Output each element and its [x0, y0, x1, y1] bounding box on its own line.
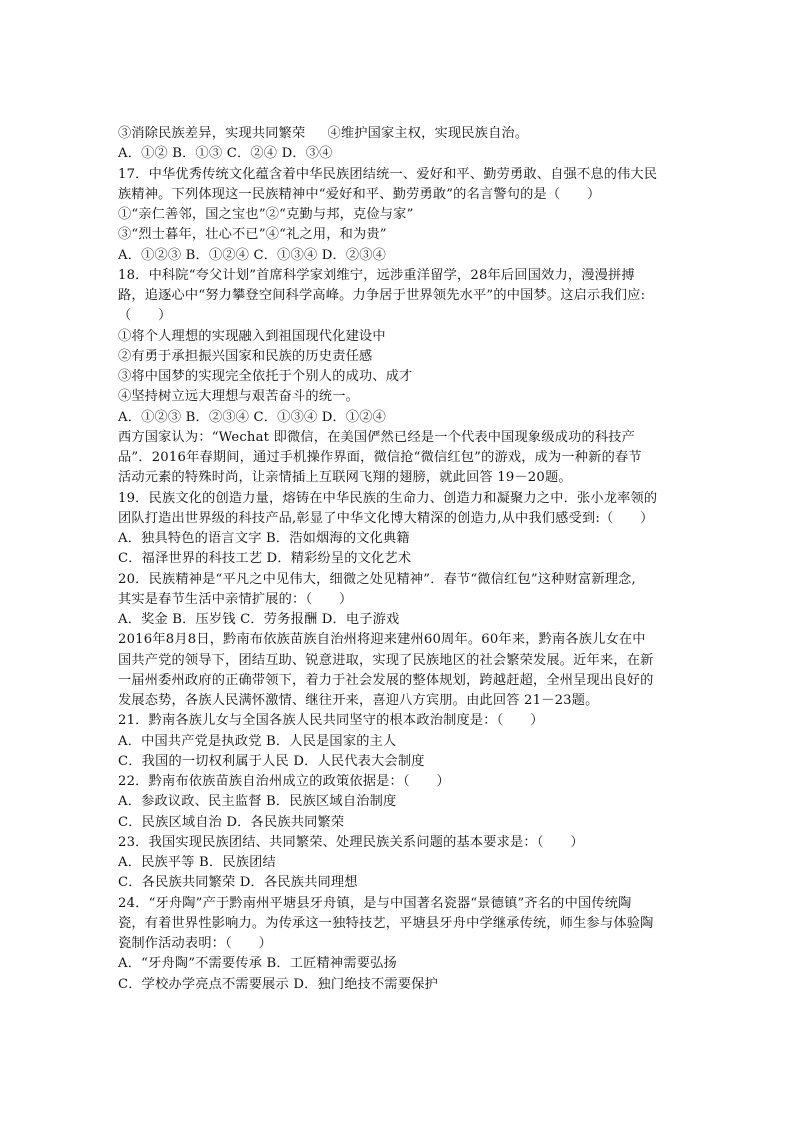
- answer-choices: C．各民族共同繁荣 D．各民族共同理想: [118, 875, 358, 891]
- question-19: 19．民族文化的创造力量，熔铸在中华民族的生命力、创造力和凝聚力之中．张小龙率领的: [118, 490, 658, 506]
- document-page: [118, 124, 678, 995]
- text-line: 团队打造出世界级的科技产品,彰显了中华文化博大精深的创造力,从中我们感受到:（ ）: [118, 510, 654, 526]
- answer-choices: C．民族区域自治 D．各民族共同繁荣: [118, 814, 345, 830]
- text-line: 族精神。下列体现这一民族精神中“爱好和平、勤劳勇敢”的名言警句的是（ ）: [118, 186, 601, 202]
- passage-intro: 西方国家认为：“Wechat 即微信，在美国俨然已经是一个代表中国现象级成功的科技产: [118, 429, 636, 445]
- option-4: ④维护国家主权，实现民族自治。: [327, 126, 529, 141]
- answer-choices: A．①②③ B．①②④ C．①③④ D．②③④: [118, 247, 387, 263]
- text-line: ②有勇于承担振兴国家和民族的历史责任感: [118, 348, 373, 364]
- text-line: 路，追逐心中“努力攀登空间科学高峰。力争居于世界领先水平”的中国梦。这启示我们应:: [118, 288, 646, 303]
- answer-choices: A．奖金 B．压岁钱 C．劳务报酬 D．电子游戏: [118, 612, 400, 627]
- question-18: 18．中科院“夸父计划”首席科学家刘维宁，远涉重洋留学，28年后回国效力，漫漫拼搏: [118, 267, 635, 283]
- text-line: [118, 124, 678, 144]
- answer-choices: A．独具特色的语言文字 B．浩如烟海的文化典籍: [118, 531, 410, 546]
- answer-choices: A．参政议政、民主监督 B．民族区域自治制度: [118, 794, 397, 810]
- text-line: （ ）: [118, 308, 172, 324]
- question-22: 22．黔南布依族苗族自治州成立的政策依据是：（ ）: [118, 774, 450, 789]
- answer-choices: A．民族平等 B．民族团结: [118, 855, 276, 870]
- passage-intro: 2016年8月8日，黔南布依族苗族自治州将迎来建州60周年。60年来，黔南各族儿女在中: [118, 632, 646, 648]
- text-line: ④坚持树立远大理想与艰苦奋斗的统一。: [118, 389, 359, 405]
- question-24: 24．“牙舟陶”产于黔南州平塘县牙舟镇，是与中国著名瓷器“景德镇”齐名的中国传统陶: [118, 895, 632, 911]
- text-line: 国共产党的领导下，团结互助、锐意进取，实现了民族地区的社会繁荣发展。近年来，在新: [118, 652, 654, 668]
- text-line: 瓷，有着世界性影响力。为传承这一独特技艺，平塘县牙舟中学继承传统，师生参与体验陶: [118, 915, 654, 931]
- answer-choices: C．我国的一切权利属于人民 D．人民代表大会制度: [118, 753, 425, 769]
- text-line: 品”．2016年春期间，通过手机操作界面，微信抢“微信红包”的游戏，成为一种新的春节: [118, 450, 642, 465]
- text-line: ③“烈士暮年，壮心不已”④“礼之用，和为贵”: [118, 227, 387, 243]
- question-20: 20．民族精神是“平凡之中见伟大，细微之处见精神”．春节“微信红包”这种财富新理念,: [118, 571, 636, 587]
- text-line: ③将中国梦的实现完全依托于个别人的成功、成才: [118, 369, 413, 384]
- answer-choices: C．学校办学亮点不需要展示 D．独门绝技不需要保护: [118, 976, 438, 992]
- answer-choices: A．“牙舟陶”不需要传承 B．工匠精神需要弘扬: [118, 956, 397, 972]
- text-line: 其实是春节生活中亲情扩展的：（ ）: [118, 591, 353, 607]
- question-21: 21．黔南各族儿女与全国各族人民共同坚守的根本政治制度是：（ ）: [118, 713, 544, 729]
- answer-choices: A．①②③ B．②③④ C．①③④ D．①②④: [118, 409, 387, 425]
- text-line: 发展态势，各族人民满怀激情、继往开来，喜迎八方宾朋。由此回答 21－23题。: [118, 693, 599, 708]
- answer-choices: C．福泽世界的科技工艺 D．精彩纷呈的文化艺术: [118, 551, 412, 567]
- question-17: 17．中华优秀传统文化蕴含着中华民族团结统一、爱好和平、勤劳勇敢、自强不息的伟大民: [118, 166, 658, 182]
- answer-choices: A．①② B．①③ C．②④ D．③④: [118, 146, 333, 162]
- text-line: 一届州委州政府的正确带领下，着力于社会发展的整体规划，跨越赶超，全州呈现出良好的: [118, 672, 654, 688]
- option-3: ③消除民族差异，实现共同繁荣: [118, 126, 306, 141]
- question-23: 23．我国实现民族团结、共同繁荣、处理民族关系问题的基本要求是：（ ）: [118, 834, 584, 850]
- text-line: 瓷制作活动表明：（ ）: [118, 936, 273, 951]
- text-line: 活动元素的特殊时尚，让亲情插上互联网飞翔的翅膀，就此回答 19－20题。: [118, 470, 572, 486]
- text-line: ①“亲仁善邻，国之宝也”②“克勤与邦，克俭与家”: [118, 207, 414, 222]
- text-line: ①将个人理想的实现融入到祖国现代化建设中: [118, 328, 386, 344]
- answer-choices: A．中国共产党是执政党 B．人民是国家的主人: [118, 733, 397, 749]
